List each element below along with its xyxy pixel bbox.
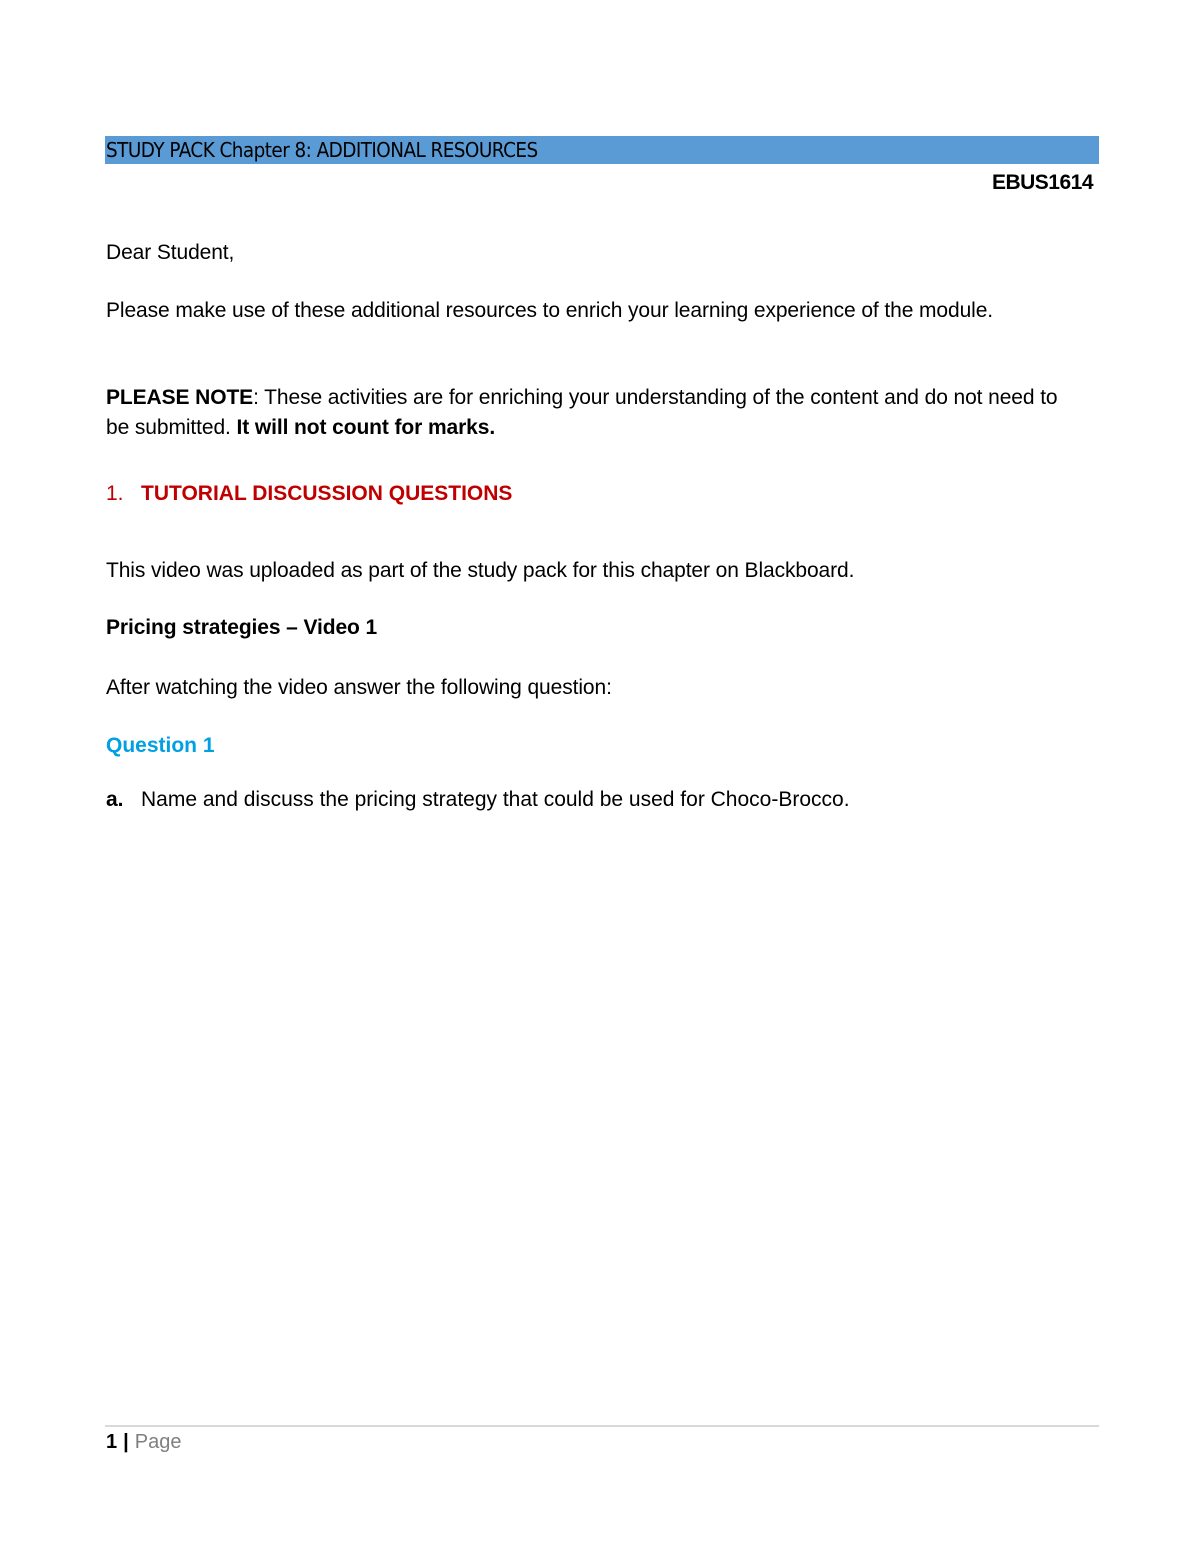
title-bar xyxy=(105,136,1099,164)
note-paragraph xyxy=(106,383,1066,443)
course-code: EBUS1614 xyxy=(991,171,1093,194)
section-number: 1. xyxy=(106,482,124,505)
question-heading: Question 1 xyxy=(106,734,215,757)
note-text: : These activities are for enriching your understanding of the content and do not need to be submitted. xyxy=(106,386,1058,439)
note-emphasis: It will not count for marks. xyxy=(236,416,496,439)
greeting: Dear Student, xyxy=(106,241,235,264)
instruction-text: After watching the video answer the following question: xyxy=(106,676,612,699)
intro-paragraph: Please make use of these additional resources to enrich your learning experience of the module. xyxy=(106,299,994,322)
page-label: Page xyxy=(134,1431,182,1453)
footer-divider xyxy=(105,1425,1099,1427)
page-footer xyxy=(106,1431,181,1454)
question-item-letter: a. xyxy=(106,788,124,811)
question-item-text: Name and discuss the pricing strategy that could be used for Choco-Brocco. xyxy=(141,788,850,811)
page-number: 1 xyxy=(106,1431,118,1453)
video-info: This video was uploaded as part of the study pack for this chapter on Blackboard. xyxy=(106,559,855,582)
document-title: STUDY PACK Chapter 8: ADDITIONAL RESOURCES xyxy=(106,138,538,162)
section-heading xyxy=(106,482,512,506)
question-item xyxy=(106,788,850,812)
video-title: Pricing strategies – Video 1 xyxy=(106,616,378,639)
note-label: PLEASE NOTE xyxy=(106,386,254,409)
section-title: TUTORIAL DISCUSSION QUESTIONS xyxy=(141,482,513,505)
footer-separator: | xyxy=(123,1431,129,1453)
